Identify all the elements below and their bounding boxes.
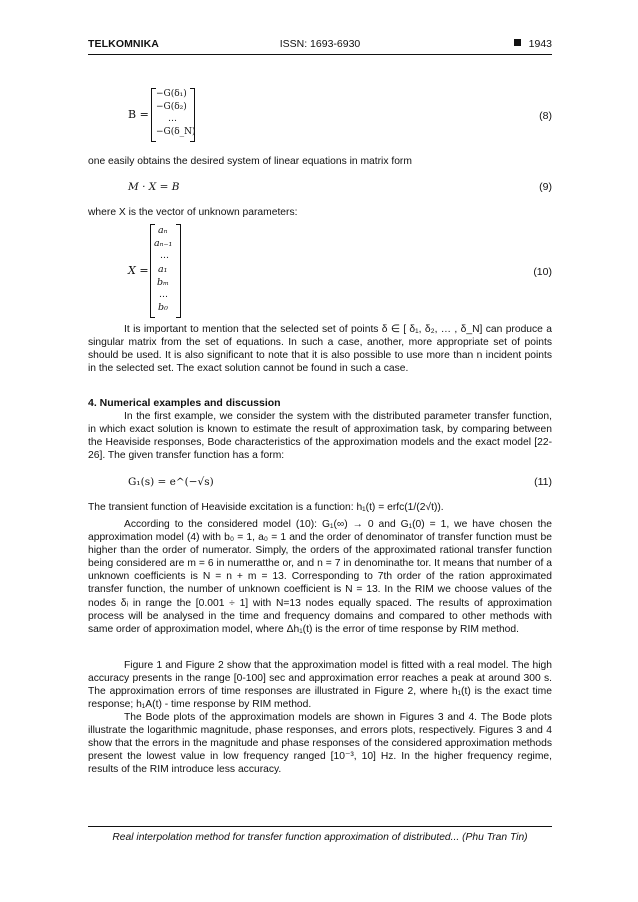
- eq10-row-6: …: [159, 290, 168, 300]
- running-footer: Real interpolation method for transfer function approximation of distributed... (Phu Tran Tin): [112, 832, 528, 843]
- eq10-lhs: X =: [128, 264, 149, 277]
- issn: ISSN: 1693-6930: [279, 38, 361, 50]
- eq11-number: (11): [534, 476, 552, 488]
- text-unknown-vector: where X is the vector of unknown parameters:: [88, 207, 298, 218]
- page-number: 1943: [528, 38, 552, 50]
- eq10-row-2: aₙ₋₁: [154, 238, 173, 249]
- eq10-row-5: bₘ: [157, 277, 169, 288]
- eq8-row-2: −G(δ₂): [156, 102, 187, 112]
- footer-rule: [88, 826, 552, 827]
- eq10-row-3: …: [160, 251, 169, 261]
- square-bullet-icon: [514, 39, 521, 46]
- page-number-block: [514, 38, 552, 50]
- section-heading: 4. Numerical examples and discussion: [88, 397, 281, 409]
- text-linear-system: one easily obtains the desired system of linear equations in matrix form: [88, 156, 412, 167]
- eq8-row-1: −G(δ₁): [156, 89, 187, 99]
- eq10-right-bracket: [176, 224, 181, 318]
- eq8-lhs: B =: [128, 108, 149, 121]
- eq8-number: (8): [539, 110, 552, 122]
- journal-name: TELKOMNIKA: [88, 38, 159, 50]
- section4-paragraph-4: The Bode plots of the approximation models are shown in Figures 3 and 4. The Bode plots illustrate the logarithmic magnitude, phase responses, and errors plots, respectively. Figures 3 and 4 show that the errors in the magnitude and phase responses of the considered approximation methods present the lowest value in low frequency ranged [10⁻³, 10] Hz. In the higher frequency regime, results of the RIM introduce less accuracy.: [88, 712, 552, 776]
- section4-paragraph-1: In the first example, we consider the system with the distributed parameter transfer function, in which exact solution is known to estimate the result of approximation task, by comparing between the Heaviside responses, Bode characteristics of the approximation models and the exact model [22-26]. The given transfer function has a form:: [88, 411, 552, 462]
- eq9-number: (9): [539, 181, 552, 193]
- eq10-row-1: aₙ: [158, 225, 168, 236]
- paragraph-points-set: It is important to mention that the selected set of points δ ∈ [ δ₁, δ₂, … , δ_N] can produce a singular matrix from the set of equations. In such a case, another, more appropriate set of points should be used. It is also significant to note that it is also possible to use more than n incident points in the selected set. The exact solution cannot be found in such a case.: [88, 324, 552, 375]
- header-rule: [88, 54, 552, 55]
- eq10-number: (10): [533, 266, 552, 278]
- section4-paragraph-2: According to the considered model (10): G₁(∞) → 0 and G₁(0) = 1, we have chosen the approximation model (4) with b₀ = 1, a₀ = 1 and the order of denominator of transfer function must be higher than the order of numerator. Simply, the orders of the approximated rational transfer function being considered are m = 6 in numeratthe or, and n = 7 in denominathe tor. It means that number of a unknown coefficients is N = n + m = 13. Corresponding to 7th order of the ration approximated transfer function, the number of unknown coefficient is N = 13. In the RIM we choose values of the nodes δᵢ in range the [0.001 ÷ 1] with N=13 nodes equally spaced. The results of approximation process will be analysed in the time and frequency domains and compared to other methods with same order of approximation model, where Δh₁(t) is the error of time response by RIM method.: [88, 519, 552, 635]
- eq10-row-4: a₁: [158, 264, 168, 275]
- eq8-row-4: −G(δ_N): [156, 127, 196, 137]
- eq8-row-3: …: [168, 114, 177, 124]
- section4-paragraph-3: Figure 1 and Figure 2 show that the approximation model is fitted with a real model. The high accuracy presents in the range [0-100] sec and approximation error reaches a peak at around 300 s. The approximation errors of time responses are illustrated in Figure 2, where h₁(t) is the exact time response; h₁A(t) - time response by RIM method.: [88, 660, 552, 711]
- eq8-right-bracket: [190, 88, 195, 142]
- section4-transient-function: The transient function of Heaviside excitation is a function: h₁(t) = erfc(1/(2√t)).: [88, 502, 444, 513]
- running-header: [88, 38, 552, 54]
- eq9-expression: M · X = B: [128, 181, 180, 193]
- eq10-row-7: b₀: [158, 302, 168, 313]
- eq11-expression: G₁(s) = e^(−√s): [128, 476, 214, 488]
